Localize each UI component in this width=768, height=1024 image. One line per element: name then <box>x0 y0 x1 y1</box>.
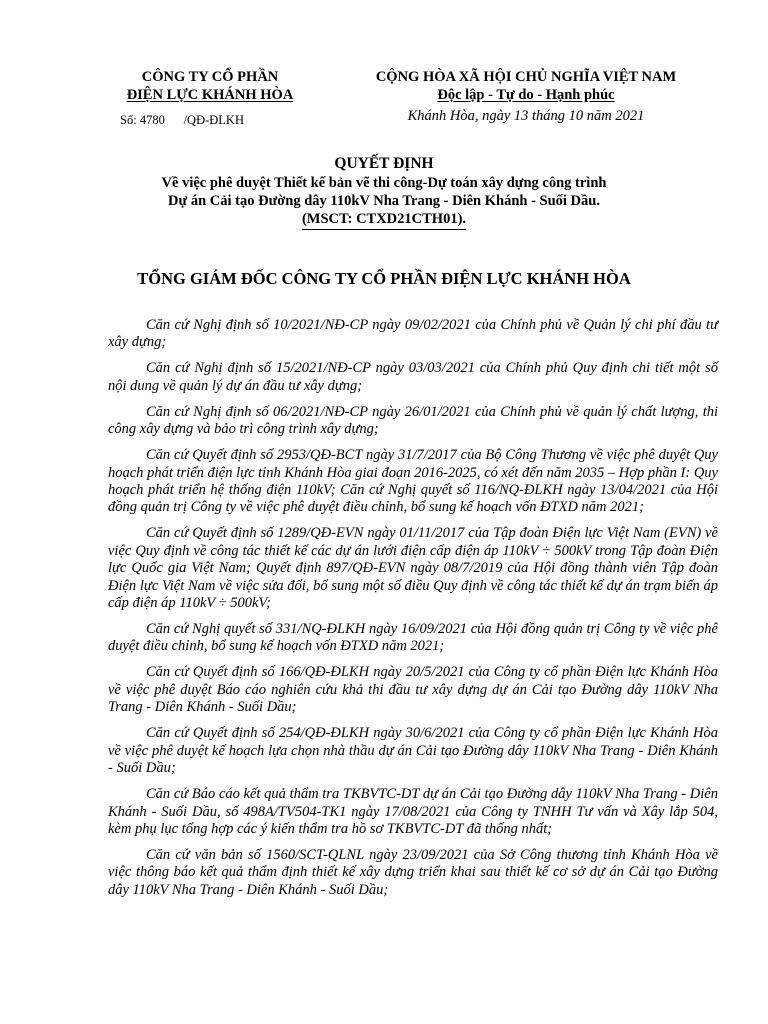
document-number <box>120 113 244 128</box>
legal-basis-paragraph: Căn cứ Quyết định số 1289/QĐ-EVN ngày 01/11/2017 của Tập đoàn Điện lực Việt Nam (EVN) về việc Quy định về công tác thiết kế các dự án lưới điện cấp điện áp 110kV ÷ 500kV trong Tập đoàn Điện lực Quốc gia Việt Nam; Quyết định 897/QĐ-EVN ngày 08/7/2019 của Hội đồng thành viên Tập đoàn Điện lực Việt Nam về việc sửa đổi, bổ sung một số điều Quy định về công tác thiết kế dự án trạm biến áp cấp điện áp 110kV ÷ 500kV; <box>108 525 718 612</box>
legal-basis-section <box>108 317 718 908</box>
legal-basis-paragraph: Căn cứ Quyết định số 254/QĐ-ĐLKH ngày 30/6/2021 của Công ty cổ phần Điện lực Khánh Hòa về việc phê duyệt kế hoạch lựa chọn nhà thầu dự án Cải tạo Đường dây 110kV Nha Trang - Diên Khánh - Suối Dầu; <box>108 725 718 777</box>
legal-basis-paragraph: Căn cứ Nghị quyết số 331/NQ-ĐLKH ngày 16/09/2021 của Hội đồng quản trị Công ty về việc phê duyệt điều chỉnh, bổ sung kế hoạch vốn ĐTXD năm 2021; <box>108 621 718 655</box>
decision-subject-line1: Về việc phê duyệt Thiết kế bản vẽ thi công-Dự toán xây dựng công trình <box>161 175 607 191</box>
company-name-line1: CÔNG TY CỔ PHẦN <box>141 69 279 85</box>
issuer-heading: TỔNG GIÁM ĐỐC CÔNG TY CỔ PHẦN ĐIỆN LỰC KHÁNH HÒA <box>137 269 631 288</box>
legal-basis-paragraph: Căn cứ Quyết định số 166/QĐ-ĐLKH ngày 20/5/2021 của Công ty cổ phần Điện lực Khánh Hòa về việc phê duyệt Báo cáo nghiên cứu khả thi đầu tư xây dựng dự án Cải tạo Đường dây 110kV Nha Trang - Diên Khánh - Suối Dầu; <box>108 664 718 716</box>
company-name-line2: ĐIỆN LỰC KHÁNH HÒA <box>126 87 294 103</box>
legal-basis-paragraph: Căn cứ Quyết định số 2953/QĐ-BCT ngày 31/7/2017 của Bộ Công Thương về việc phê duyệt Quy hoạch phát triển điện lực tỉnh Khánh Hòa giai đoạn 2016-2025, có xét đến năm 2035 – Hợp phần I: Quy hoạch phát triển hệ thống điện 110kV; Căn cứ Nghị quyết số 116/NQ-ĐLKH ngày 13/04/2021 của Hội đồng quản trị Công ty về việc phê duyệt điều chỉnh, bổ sung kế hoạch vốn ĐTXD năm 2021; <box>108 447 718 516</box>
decision-title-block <box>40 155 728 230</box>
document-number-suffix: /QĐ-ĐLKH <box>183 113 244 127</box>
document-number-value: 4780 <box>139 113 165 127</box>
decision-subject-code: (MSCT: CTXD21CTH01). <box>302 210 466 230</box>
legal-basis-paragraph: Căn cứ Nghị định số 10/2021/NĐ-CP ngày 09/02/2021 của Chính phủ về Quản lý chi phí đầu tư xây dựng; <box>108 317 718 351</box>
decision-title: QUYẾT ĐỊNH <box>334 155 434 172</box>
legal-basis-paragraph: Căn cứ Nghị định số 06/2021/NĐ-CP ngày 26/01/2021 của Chính phủ về quản lý chất lượng, thi công xây dựng và bảo trì công trình xây dựng; <box>108 403 718 438</box>
national-motto: Độc lập - Tự do - Hạnh phúc <box>437 87 615 103</box>
company-name <box>96 68 324 104</box>
legal-basis-paragraph: Căn cứ Báo cáo kết quả thẩm tra TKBVTC-DT dự án Cải tạo Đường dây 110kV Nha Trang - Diên Khánh - Suối Dầu, số 498A/TV504-TK1 ngày 17/08/2021 của Công ty TNHH Tư vấn và Xây lắp 504, kèm phụ lục tổng hợp các ý kiến thẩm tra hồ sơ TKBVTC-DT đã thống nhất; <box>108 786 718 837</box>
nation-name: CỘNG HÒA XÃ HỘI CHỦ NGHĨA VIỆT NAM <box>375 69 677 85</box>
document-date: Khánh Hòa, ngày 13 tháng 10 năm 2021 <box>407 108 645 124</box>
legal-basis-paragraph: Căn cứ Nghị định số 15/2021/NĐ-CP ngày 03/03/2021 của Chính phủ Quy định chi tiết một số nội dung về quản lý dự án đầu tư xây dựng; <box>108 360 718 394</box>
decision-subject-line2: Dự án Cải tạo Đường dây 110kV Nha Trang - Diên Khánh - Suối Dầu. <box>168 193 600 209</box>
legal-basis-paragraph: Căn cứ văn bản số 1560/SCT-QLNL ngày 23/09/2021 của Sở Công thương tỉnh Khánh Hòa về việc thông báo kết quả thẩm định thiết kế xây dựng triển khai sau thiết kế cơ sở dự án Cải tạo Đường dây 110kV Nha Trang - Diên Khánh - Suối Dầu; <box>108 846 718 898</box>
document-number-prefix: Số: <box>120 113 137 127</box>
national-header <box>338 68 714 104</box>
